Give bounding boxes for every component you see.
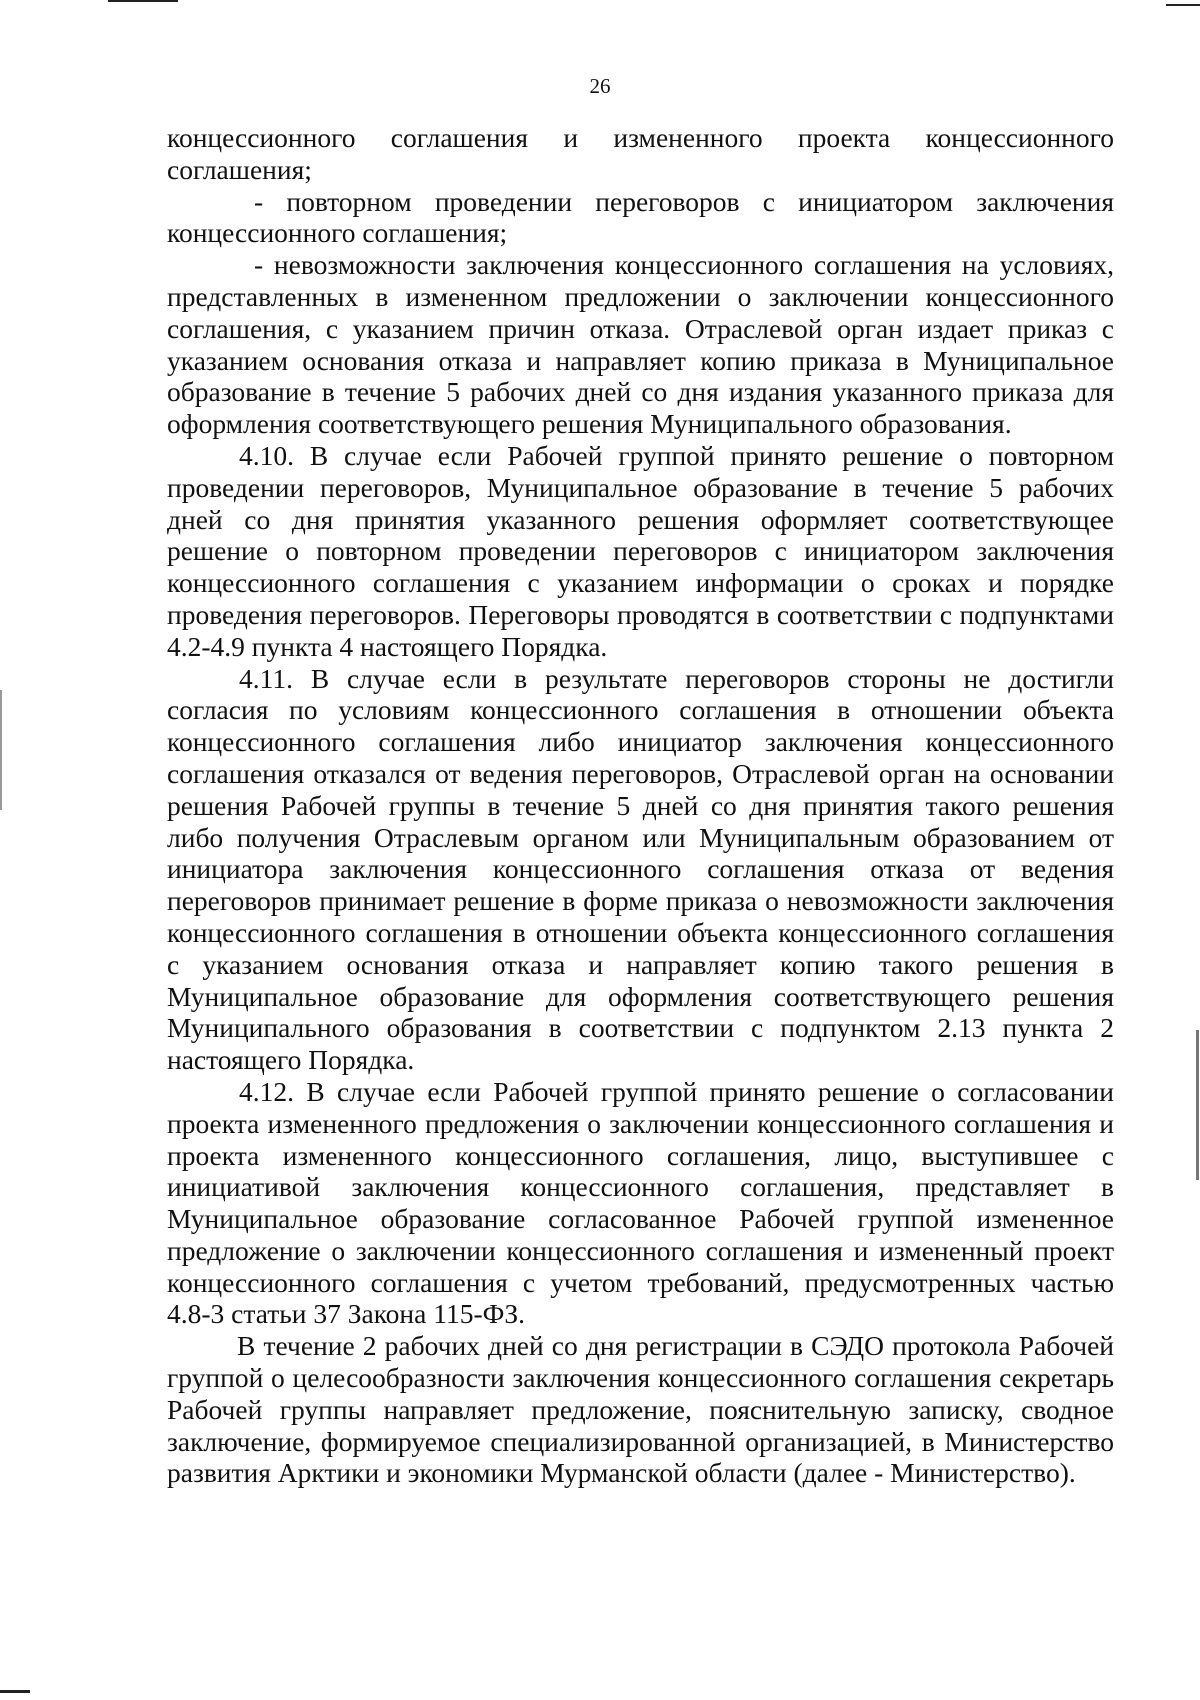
paragraph-continuation: концессионного соглашения и измененного проекта концессионного соглашения; (167, 122, 1114, 185)
scan-edge-mark (0, 1690, 30, 1693)
paragraph-clause-4-11: 4.11. В случае если в результате переговоров стороны не достигли согласия по условиям концессионного соглашения в отношении объекта концессионного соглашения либо инициатор заключения концессионного соглашения отказался от ведения переговоров, Отраслевой орган на основании решения Рабочей группы в течение 5 дней со дня принятия такого решения либо получения Отраслевым органом или Муниципальным образованием от инициатора заключения концессионного соглашения отказа от ведения переговоров принимает решение в форме приказа о невозможности заключения концессионного соглашения в отношении объекта концессионного соглашения с указанием основания отказа и направляет копию такого решения в Муниципальное образование для оформления соответствующего решения Муниципального образования в соответствии с подпунктом 2.13 пункта 2 настоящего Порядка. (167, 662, 1114, 1076)
scan-edge-mark (108, 0, 178, 2)
paragraph-clause-4-10: 4.10. В случае если Рабочей группой принято решение о повторном проведении переговоров, Муниципальное образование в течение 5 рабочих дней со дня принятия указанного решения оформляет соответствующее решение о повторном проведении переговоров с инициатором заключения концессионного соглашения с указанием информации о сроках и порядке проведения переговоров. Переговоры проводятся в соответствии с подпунктами 4.2-4.9 пункта 4 настоящего Порядка. (167, 439, 1114, 662)
paragraph-dash-item: - повторном проведении переговоров с инициатором заключения концессионного соглашения; (167, 185, 1114, 249)
paragraph-clause-4-12: 4.12. В случае если Рабочей группой принято решение о согласовании проекта измененного предложения о заключении концессионного соглашения и проекта измененного концессионного соглашения, лицо, выступившее с инициативой заключения концессионного соглашения, представляет в Муниципальное образование согласованное Рабочей группой измененное предложение о заключении концессионного соглашения и измененный проект концессионного соглашения с учетом требований, предусмотренных частью 4.8-3 статьи 37 Закона 115-ФЗ. (167, 1075, 1114, 1330)
page-number: 26 (589, 74, 611, 98)
scan-edge-mark (0, 690, 2, 810)
paragraph-final: В течение 2 рабочих дней со дня регистрации в СЭДО протокола Рабочей группой о целесообразности заключения концессионного соглашения секретарь Рабочей группы направляет предложение, пояснительную записку, сводное заключение, формируемое специализированной организацией, в Министерство развития Арктики и экономики Мурманской области (далее - Министерство). (167, 1330, 1114, 1489)
document-body (167, 122, 1114, 1489)
scan-edge-mark (1166, 4, 1200, 6)
scan-edge-mark (1196, 1030, 1199, 1180)
paragraph-dash-item: - невозможности заключения концессионного соглашения на условиях, представленных в измененном предложении о заключении концессионного соглашения, с указанием причин отказа. Отраслевой орган издает приказ с указанием основания отказа и направляет копию приказа в Муниципальное образование в течение 5 рабочих дней со дня издания указанного приказа для оформления соответствующего решения Муниципального образования. (167, 249, 1114, 440)
